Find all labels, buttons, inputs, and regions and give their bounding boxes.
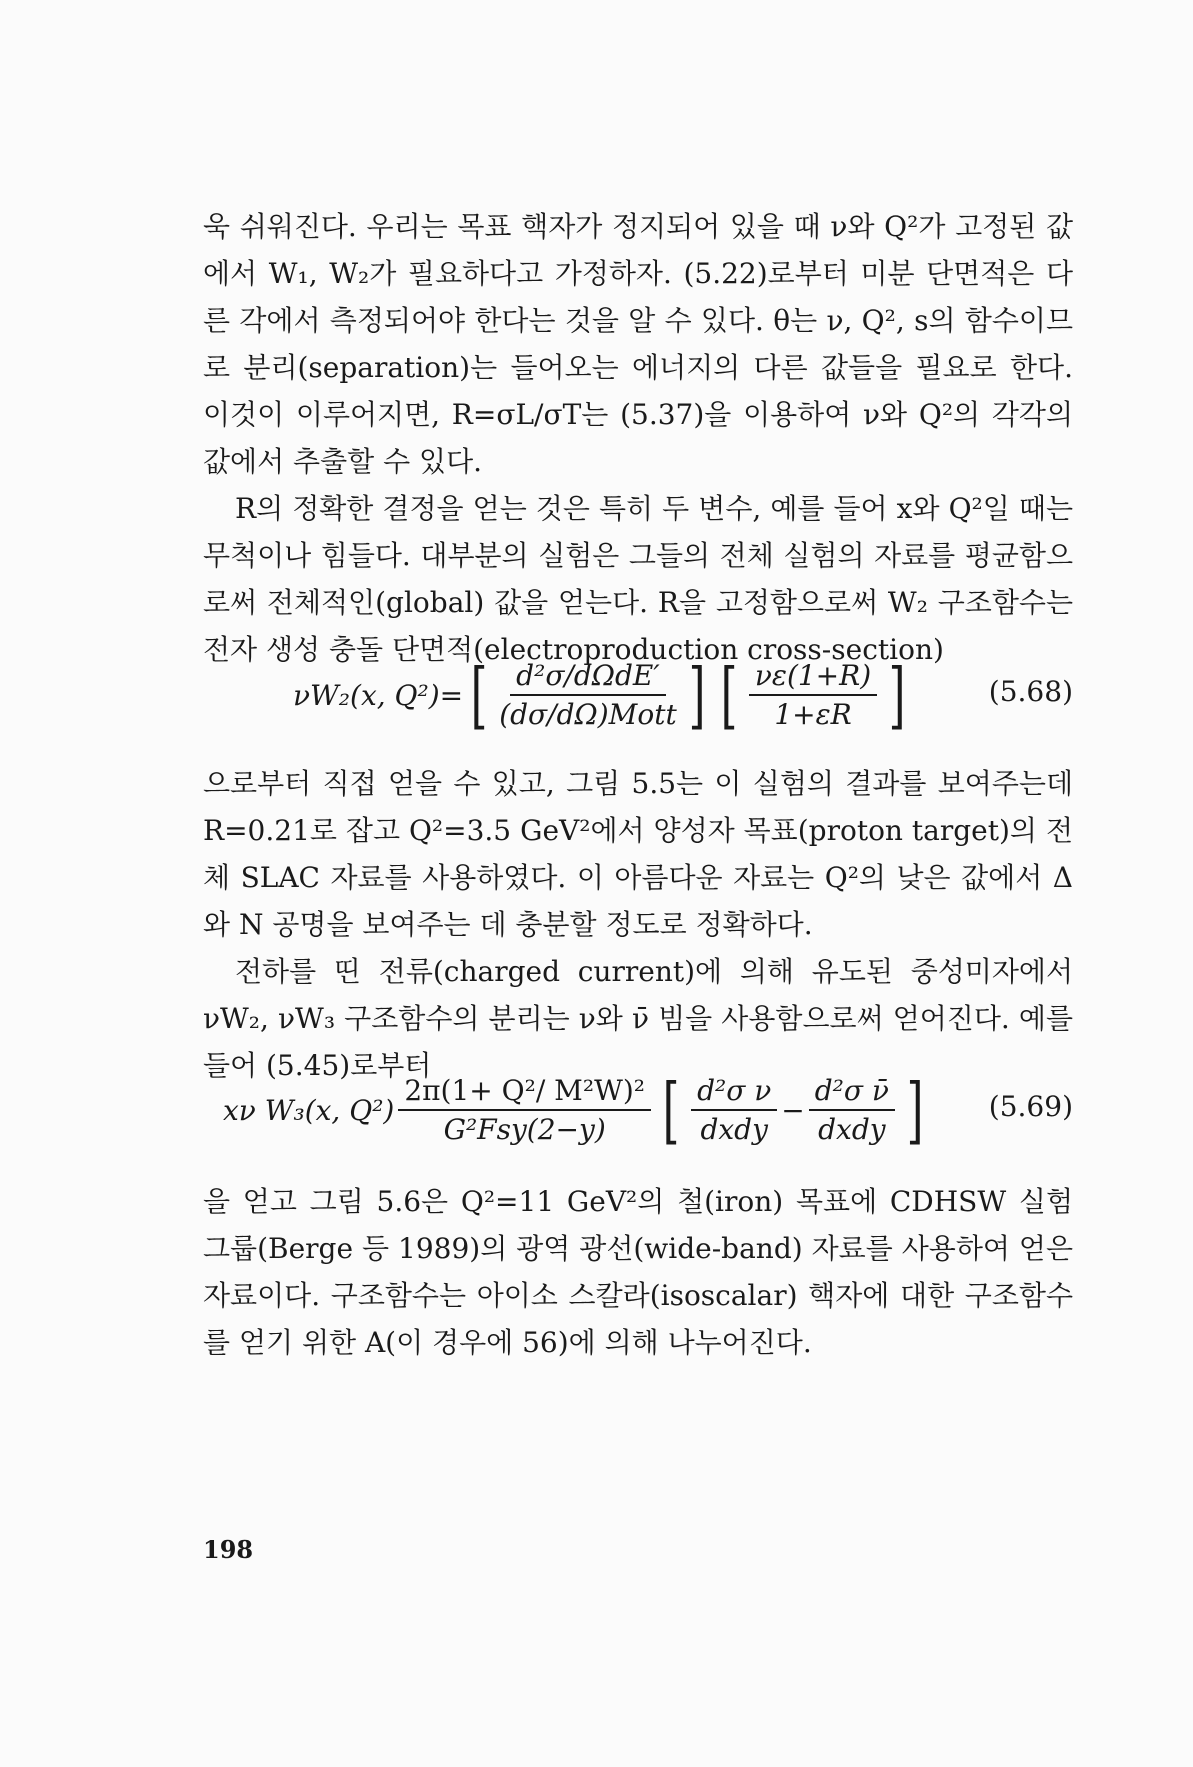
eq2-bracket-close: ] bbox=[906, 1068, 924, 1152]
paragraph-4: 전하를 띤 전류(charged current)에 의해 유도된 중성미자에서 νW₂, νW₃ 구조함수의 분리는 ν와 ν̄ 빔을 사용함으로써 얻어진다. 예를 들어 (5.45)로부터 bbox=[203, 955, 1073, 1082]
eq2-frac3-numerator: d²σ ν̄ bbox=[809, 1074, 895, 1111]
paragraph-1: 욱 쉬워진다. 우리는 목표 핵자가 정지되어 있을 때 ν와 Q²가 고정된 값에서 W₁, W₂가 필요하다고 가정하자. (5.22)로부터 미분 단면적은 다른 각에서 측정되어야 한다는 것을 알 수 있다. θ는 ν, Q², s의 함수이므로 분리(separation)는 들어오는 에너지의 다른 값들을 필요로 한다. 이것이 이루어지면, R=σL/σT는 (5.37)을 이용하여 ν와 Q²의 각각의 값에서 추출할 수 있다. bbox=[203, 210, 1073, 478]
paragraph-2: R의 정확한 결정을 얻는 것은 특히 두 변수, 예를 들어 x와 Q²일 때는 무척이나 힘들다. 대부분의 실험은 그들의 전체 실험의 자료를 평균함으로써 전체적인(global) 값을 얻는다. R을 고정함으로써 W₂ 구조함수는 전자 생성 충돌 단면적(electroproduction cross-section) bbox=[203, 492, 1073, 666]
eq2-frac1-numerator: 2π(1+ Q²/ M²W)² bbox=[398, 1074, 651, 1111]
equation-number-5-69: (5.69) bbox=[988, 1090, 1073, 1123]
eq1-fraction-2 bbox=[749, 659, 877, 731]
eq2-fraction-1 bbox=[398, 1074, 651, 1146]
eq1-bracket-open-1: [ bbox=[470, 653, 488, 737]
equation-5-68 bbox=[203, 645, 1073, 745]
eq1-frac2-numerator: νε(1+R) bbox=[749, 659, 877, 696]
eq2-lhs: xν W₃(x, Q²) bbox=[223, 1093, 395, 1127]
page-number: 198 bbox=[203, 1535, 254, 1564]
eq1-frac1-denominator: (dσ/dΩ)Mott bbox=[499, 698, 677, 731]
equation-5-69-body bbox=[223, 1060, 931, 1160]
eq2-frac3-denominator: dxdy bbox=[818, 1113, 886, 1146]
eq2-fraction-2 bbox=[691, 1074, 777, 1146]
paragraph-1-block bbox=[203, 203, 1073, 673]
eq1-lhs: νW₂(x, Q²)= bbox=[293, 678, 464, 712]
equation-5-69 bbox=[203, 1060, 1073, 1160]
eq2-fraction-3 bbox=[809, 1074, 895, 1146]
equation-number-5-68: (5.68) bbox=[988, 675, 1073, 708]
eq1-bracket-close-1: ] bbox=[688, 653, 706, 737]
eq2-bracket-open: [ bbox=[662, 1068, 680, 1152]
eq1-bracket-open-2: [ bbox=[720, 653, 738, 737]
eq1-fraction-1 bbox=[499, 659, 677, 731]
eq2-frac1-denominator: G²Fsy(2−y) bbox=[443, 1113, 606, 1146]
eq2-frac2-numerator: d²σ ν bbox=[691, 1074, 777, 1111]
paragraph-5: 을 얻고 그림 5.6은 Q²=11 GeV²의 철(iron) 목표에 CDHSW 실험 그룹(Berge 등 1989)의 광역 광선(wide-band) 자료를 사용하여 얻은 자료이다. 구조함수는 아이소 스칼라(isoscalar) 핵자에 대한 구조함수를 얻기 위한 A(이 경우에 56)에 의해 나누어진다. bbox=[203, 1185, 1073, 1359]
eq2-minus-sign: − bbox=[781, 1093, 805, 1127]
eq1-frac2-denominator: 1+εR bbox=[774, 698, 852, 731]
eq2-frac2-denominator: dxdy bbox=[700, 1113, 768, 1146]
paragraph-5-block bbox=[203, 1178, 1073, 1366]
eq1-bracket-close-2: ] bbox=[888, 653, 906, 737]
paragraph-3: 으로부터 직접 얻을 수 있고, 그림 5.5는 이 실험의 결과를 보여주는데 R=0.21로 잡고 Q²=3.5 GeV²에서 양성자 목표(proton target)의 전체 SLAC 자료를 사용하였다. 이 아름다운 자료는 Q²의 낮은 값에서 Δ와 N 공명을 보여주는 데 충분할 정도로 정확하다. bbox=[203, 767, 1073, 941]
paragraph-3-block bbox=[203, 760, 1073, 1089]
eq1-frac1-numerator: d²σ/dΩdE′ bbox=[510, 659, 666, 696]
equation-5-68-body bbox=[293, 645, 913, 745]
